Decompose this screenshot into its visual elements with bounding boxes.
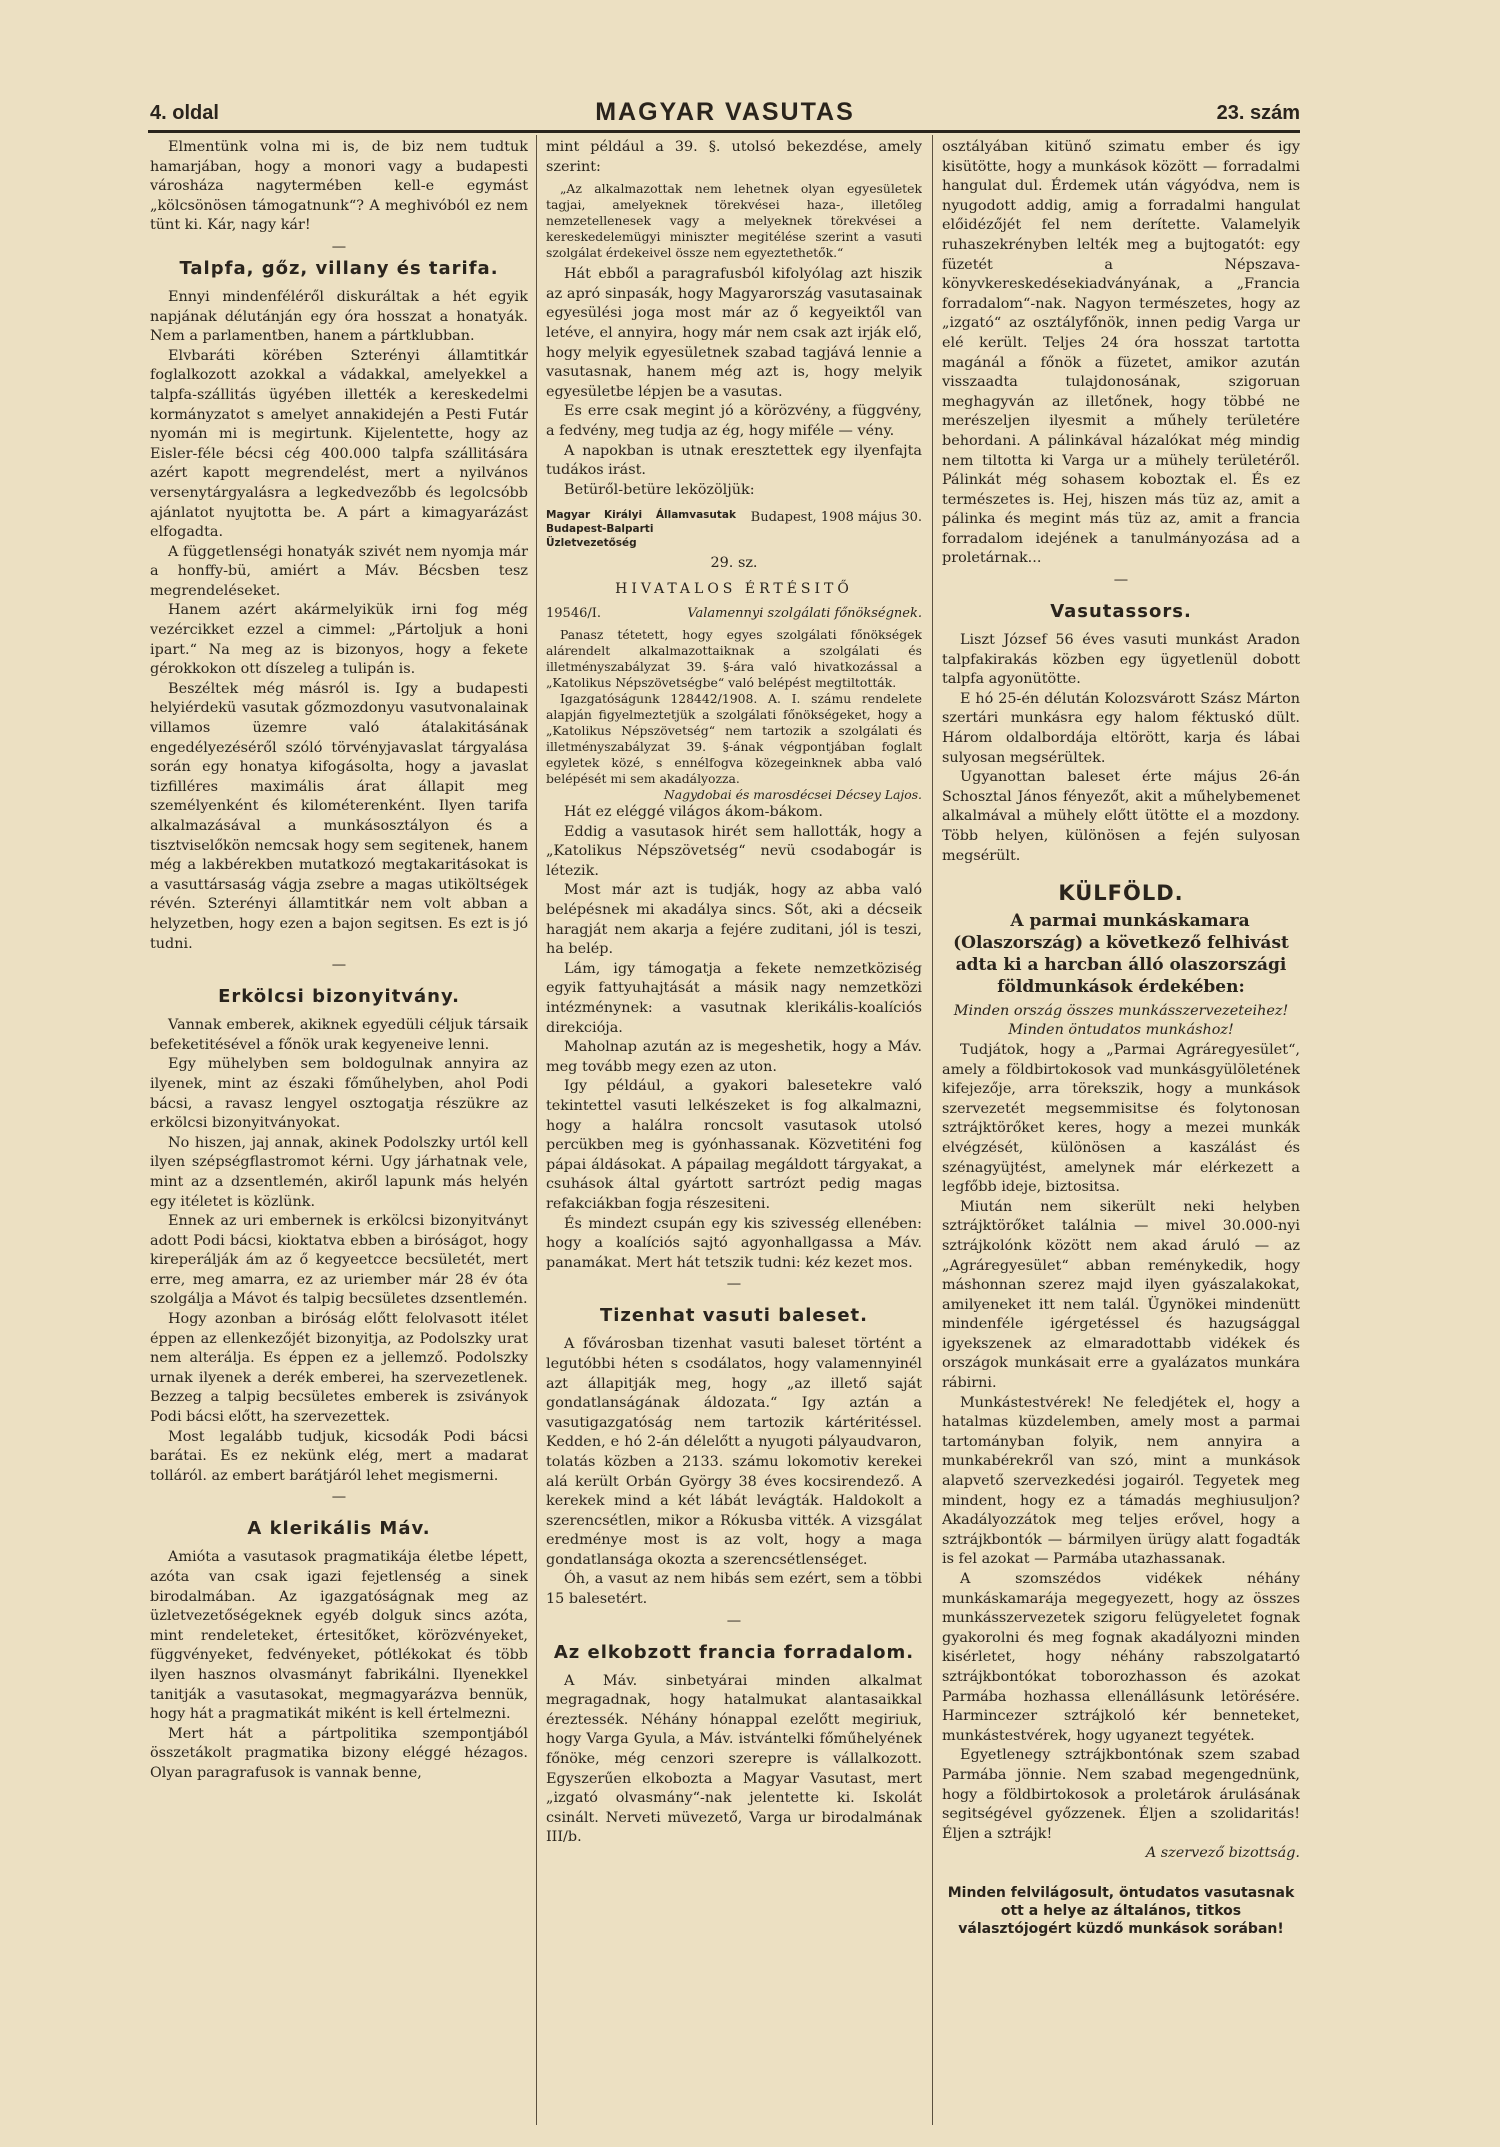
paragraph: A napokban is utnak eresztettek egy ilyenfajta tudákos irást. [546,442,922,479]
paragraph: E hó 25-én délután Kolozsvárott Szász Márton szertári munkásra egy halom féktuskó dült. Három oldalbordája eltörött, karja és lábai sulyosan megsérültek. [942,690,1300,766]
column-1 [150,138,528,2133]
paragraph: Hát ez eléggé világos ákom-bákom. [564,804,823,821]
notice-ref: 19546/I. [546,605,602,621]
paragraph: A fővárosban tizenhat vasuti baleset történt a legutóbbi héten s csodálatos, hogy valamennyinél azt állapitják meg, hogy „az illető saját gondatlanságának áldozata.“ Igy aztán a vasutigazgatóság nem tartozik kártéritéssel. Kedden, e hó 2-án délelőtt a nyugoti pályaudvaron, tolatás közben a 2133. számu lokomotiv kerekei alá került Orbán György 38 éves kocsirendező. A kerekek mind a két lábát levágták. Haldokolt a szerencsétlen, mikor a Rókusba vitték. A vizsgálat eredménye most is az volt, hogy a maga gondatlansága okozta a szerencsétlenséget. [546,1336,922,1568]
article-headline: A parmai munkáskamara (Olaszország) a következő felhivást adta ki a harcban álló olaszországi földmunkások érdekében: [953,910,1289,997]
motto: Minden öntudatos munkáshoz! [1008,1022,1234,1039]
issue-number: 23. szám [1216,102,1300,124]
notice-paragraph: Igazgatóságunk 128442/1908. A. I. számu rendelete alapján figyelmeztetjük a szolgálati főnökségeket, hogy a „Katolikus Népszövetség“ nem tartozik a szolgálati és illetményszabályzat 39. §-ának végpontjában foglalt egyletek közé, s ennélfogva közegeinknek abba való belépését mi sem akadályozza. [546,691,922,787]
paragraph: Elvbaráti körében Szterényi államtitkár foglalkozott azokkal a vádakkal, amelyekkel a talpfa-szállitás ügyében illették a kereskedelmi kormányzatot s amelyet annakidején a Pesti Futár nyomán mi is megirtunk. Kijelentette, hogy az Eisler-féle bécsi cég 400.000 talpfa szállitására azért kapott megrendelést, mert a nyilvános versenytárgyalásra a legkedvezőbb és legolcsóbb ajánlatot nyujtotta be. A párt a kimagyarázást elfogadta. [150,347,528,541]
paragraph: No hiszen, jaj annak, akinek Podolszky urtól kell ilyen szépségflastromot kérni. Ugy járhatnak vele, mint az a dzsentlemén, akiről lapunk más helyén egy itéletet is közlünk. [150,1134,528,1210]
paragraph: A Máv. sinbetyárai minden alkalmat megragadnak, hogy hatalmukat alantasaikkal éreztessék. Néhány hónappal ezelőtt megiriuk, hogy Varga Gyula, a Máv. istvántelki főműhelyének főnöke, még cenzori szerepre is vállalkozott. Egyszerűen elkobozta a Magyar Vasutast, mert „izgató olvasmány“-nak jelentette ki. Iskolát csinált. Nerveti müvezető, Varga ur birodalmának III/b. [546,1672,922,1846]
paragraph: Ennyi mindenféléről diskuráltak a hét egyik napjának délutánján egy óra hosszat a honatyák. Nem a parlamentben, hanem a pártklubban. [150,288,528,345]
separator: — [1113,572,1129,589]
paragraph: Egy mühelyben sem boldogulnak annyira az ilyenek, mint az északi főműhelyben, ahol Podi bácsi, a ravasz lengyel osztogatja részükre az erkölcsi bizonyitványokat. [150,1056,528,1132]
separator: — [331,1489,347,1506]
paragraph: Maholnap azután az is megeshetik, hogy a Máv. meg tovább megy ezen az uton. [546,1039,922,1075]
paragraph: osztályában kitünő szimatu ember és igy kisütötte, hogy a munkások között — forradalmi hangulat dul. Érdemek után vágyódva, nem is nyugodott addig, amig a forradalmi hangulat előidézőjét fel nem derítette. Valamelyik ruhaszekrényben lelték meg a bujtogatót: egy füzetét a Népszava-könyvkereskedésekiadványának, a „Francia forradalom“-nak. Nagyon természetes, hogy az „izgató“ az osztályfőnök, innen pedig Varga ur elé került. Teljes 24 óra hosszat tartotta magánál a főnök a füzetet, amikor azután visszaadta tulajdonosának, szigoruan meghagyván az illetőnek, hogy többé ne merészeljen ilyesmit a műhely területére behordani. A pálinkával házalókat még mindig nem tiltotta ki Varga ur a mühely területéről. Pálinkát még sohasem koboztak el. És ez természetes is. Hej, hiszen más tüz az, amit a pálinka és megint más tüz az, amit a francia forradalom idejének a tanulmányozása ad a proletárnak... [942,139,1300,567]
quoted-rule: „Az alkalmazottak nem lehetnek olyan egyesületek tagjai, amelyeknek törekvései haza-, illetőleg nemzetellenesek vagy a melyeknek törekvései a kereskedelemügyi miniszter megitélése szerint a vasuti szolgálat érdekeivel össze nem egyeztethetők.“ [546,181,922,261]
section-title: A klerikális Máv. [247,1518,431,1540]
section-title: Tizenhat vasuti baleset. [599,1305,868,1327]
paragraph: Most már azt is tudják, hogy az abba való belépésnek mi akadálya sincs. Sőt, aki a décseik haragját nem akarja a fejére zuditani, jól is teszi, ha belép. [546,882,922,958]
paragraph: Hát ebből a paragrafusból kifolyólag azt hiszik az apró sinpasák, hogy Magyarország vasutasainak egyesülési joga most már az ő kegyeiktől van letéve, el annyira, hogy már nem csak azt irják elő, hogy melyik egyesületnek szabad tagjává lennie a vasutasnak, hanem még azt is, hogy melyik egyesületbe lépjen be a vasutas. [546,266,922,400]
memo-header [546,508,922,550]
paragraph: Ennek az uri embernek is erkölcsi bizonyitványt adott Podi bácsi, kioktatva ebben a biróságot, hogy kireperálják ám az ő kegyeetcce becsületét, mert erre, meg amarra, ez az uriember már 28 év óta szolgálja a Mávot és talpig becsületes dzsentlemén. [150,1213,528,1308]
paragraph: Óh, a vasut az nem hibás sem ezért, sem a többi 15 balesetért. [546,1571,922,1608]
notice-ref-line [546,604,922,624]
paragraph: Miután nem sikerült neki helyben sztrájktörőket találnia — mivel 30.000-nyi sztrájkolónk között nem akad áruló — az „Agráregyesület“ abban reménykedik, hogy máshonnan szerez majd ilyen gyászalakokat, amilyeneket itt nem talál. Ügynökei mindenütt mindenféle igérgetéssel és hazugsággal igyekszenek az elmaradottabb vidékek és országok munkásait erre a gyalázatos munkára rábirni. [942,1198,1300,1392]
column-divider-1 [536,135,537,2125]
masthead-title: MAGYAR VASUTAS [595,98,855,126]
paragraph: Mert hát a pártpolitika szempontjából összetákolt pragmatika bizony eléggé hézagos. Olyan paragrafusok is vannak benne, [150,1725,528,1781]
paragraph: Es erre csak megint jó a körözvény, a függvény, a fedvény, meg tudja az ég, hogy miféle — vény. [546,403,922,439]
paragraph: Eddig a vasutasok hirét sem hallották, hogy a „Katolikus Népszövetség“ nevü csodabogár is létezik. [546,823,922,879]
notice-recipient: Valamennyi szolgálati főnökségnek. [687,605,922,621]
separator: — [726,1612,742,1629]
paragraph: mint például a 39. §. utolsó bekezdése, amely szerint: [546,139,922,175]
section-title: Talpfa, gőz, villany és tarifa. [179,257,499,279]
section-title: Az elkobzott francia forradalom. [553,1641,915,1663]
paragraph: Ugyanottan baleset érte május 26-án Schosztal János fényezőt, akit a műhelybemenet alkalmával a mühely előtt ütötte el a mozdony. Több helyen, különösen a fején sulyosan megsérült. [942,769,1300,864]
closing-appeal: Minden felvilágosult, öntudatos vasutasnak ott a helye az általános, titkos választójogért küzdő munkások sorában! [947,1884,1295,1937]
section-title: Erkölcsi bizonyitvány. [218,986,460,1008]
paragraph: Beszéltek még másról is. Igy a budapesti helyiérdekü vasutak gőzmozdonyu vasutvonalainak villamos üzemre való átalakitásának engedélyezéséről szóló törvényjavaslat tárgyalása során egy honatya kifogásolta, hogy a javaslat tizfilléres maximális árat állapit meg személyenként és kilométerenként. Ilyen tarifa alkalmazásával a munkásosztályon és a tisztviselőkön nemcsak hogy sem segitenek, hanem még a lakbérekben mutatkozó megtakaritásokat is a vasuttársaság vágja zsebre a magas utiköltségek révén. Szterényi államtitkár nem volt abban a helyzetben, hogy ezen a bajon segitsen. Es ezt is jó tudni. [150,680,528,952]
paragraph: A függetlenségi honatyák szivét nem nyomja már a honffy-bü, amiért a Máv. Bécsben tesz megrendeléseket. [150,543,528,599]
section-title: Vasutassors. [1050,601,1192,623]
paragraph: Elmentünk volna mi is, de biz nem tudtuk hamarjában, hogy a monori vagy a budapesti városháza nagytermében kell-e egymást „kölcsönösen támogatnunk“? A meghivóból ez nem tünt ki. Kár, nagy kár! [150,139,528,234]
memo-date: Budapest, 1908 május 30. [750,510,922,526]
page-header [150,98,1300,132]
paragraph: És mindezt csupán egy kis szivesség ellenében: hogy a koalíciós sajtó agyonhallgassa a Máv. panamákat. Mert hát tetszik tudni: kéz kezet mos. [546,1215,922,1271]
section-label-foreign: KÜLFÖLD. [1058,881,1184,906]
memo-number: 29. sz. [710,555,758,572]
page-number: 4. oldal [150,102,219,124]
motto: Minden ország összes munkásszervezeteihez! [953,1002,1289,1019]
paragraph: Liszt József 56 éves vasuti munkást Aradon talpfakirakás közben egy ügyetlenül dobott talpfa agyonütötte. [942,632,1300,688]
notice-signature: Nagydobai és marosdécsei Décsey Lajos. [663,787,922,803]
separator: — [331,957,347,974]
separator: — [726,1276,742,1293]
paragraph: A szomszédos vidékek néhány munkáskamarája megegyezett, hogy az összes munkásszervezetek szigoru felügyeletet fognak gyakorolni és meg fognak akadályozni minden kisérletet, hogy néhány rabszolgatartó sztrájkbontókat toborozhasson és azokat Parmába hozhassa ellenállásunk letörésére. Harmincezer sztrájkoló kér benneteket, munkástestvérek, hogy ugyanezt tegyétek. [942,1571,1300,1744]
article-signature: A szervező bizottság. [1145,1845,1300,1862]
column-2 [546,138,922,2133]
column-divider-2 [932,135,933,2125]
paragraph: Egyetlenegy sztrájkbontónak szem szabad Parmába jönnie. Nem szabad megengednünk, hogy a földbirtokosok a proletárok árulásának segitségével győzzenek. Éljen a szolidaritás! Éljen a sztrájk! [942,1747,1300,1842]
paragraph: Betüről-betüre leközöljük: [564,481,755,498]
column-3 [942,138,1300,2133]
separator: — [331,238,347,255]
paragraph: Hanem azért akármelyikük irni fog még vezércikket ezzel a cimmel: „Pártoljuk a honi ipart.“ Na meg az is bizonyos, hogy a fekete gérokkokon ott díszeleg a tulipán is. [150,602,528,678]
paragraph: Igy például, a gyakori balesetekre való tekintettel vasuti lelkészeket is fog alkalmazni, hogy a halálra roncsolt vasutasok utolsó percükben meg is gyónhassanak. Közvetiténi fog pápai áldásokat. A pápailag megáldott tárgyakat, a csuhások által gyártott sartrózt pedig magas refakciákban fogja részesiteni. [546,1078,922,1212]
paragraph: Most legalább tudjuk, kicsodák Podi bácsi barátai. Es ez nekünk elég, mert a madarat tolláról. az embert barátjáról lehet megismerni. [150,1428,528,1484]
paragraph: Lám, igy támogatja a fekete nemzetköziség egyik fattyuhajtását a másik nagy nemzetközi intézménynek: a vasutnak klerikális-koalíciós direkciója. [546,960,922,1036]
paragraph: Amióta a vasutasok pragmatikája életbe lépett, azóta van csak igazi fejetlenség a sinek birodalmában. Az igazgatóságnak meg az üzletvezetőségeknek egyéb dolguk sincs azóta, mint rendeleteket, értesitőket, körözvényeket, függvényeket, fedvényeket, pótlékokat és több ilyen hasznos olvasmányt fabrikálni. Ilyenekkel tanitják a vasutasokat, megmagyarázva bennük, hogy hát a pragmatikát miként is kell értelmezni. [150,1549,528,1723]
paragraph: Munkástestvérek! Ne feledjétek el, hogy a hatalmas küzdelemben, amely most a parmai tartományban folyik, nem annyira a munkabérekről van szó, mint a munkások alapvető szervezkedési jogairól. Tegyetek meg mindent, hogy ez a támadás meghiusuljon? Akadályozzátok meg teljes erővel, hogy a sztrájkbontók — bármilyen ürügy alatt fogadták is fel azokat — Parmába utazhassanak. [942,1394,1300,1568]
memo-issuer: Magyar Királyi Államvasutak Budapest-Balparti Üzletvezetőség [546,509,736,550]
paragraph: Vannak emberek, akiknek egyedüli céljuk társaik befeketitésével a főnök urak kegyeneive lenni. [150,1017,528,1053]
notice-paragraph: Panasz tétetett, hogy egyes szolgálati főnökségek alárendelt alkalmazottaiknak a szolgálati és illetményszabályzat 39. §-ára való hivatkozással a „Katolikus Népszövetségbe“ való belépést megtiltották. [546,627,922,691]
notice-title: HIVATALOS ÉRTÉSITŐ [615,580,853,597]
paragraph: Tudjátok, hogy a „Parmai Agráregyesület“, amely a földbirtokosok vad munkásgyülöletének kifejezője, arra törekszik, hogy a munkások szervezetét megsemmisitse és folytonosan sztrájktörőket keres, hogy a mezei munkák elvégzését, különösen a kaszálást és szénagyüjtést, amelynek már elérkezett a legfőbb ideje, biztositsa. [942,1041,1300,1196]
paragraph: Hogy azonban a biróság előtt felolvasott itélet éppen az ellenkezőjét bizonyitja, az Podolszky urat nem alterálja. Es éppen ez a jellemző. Podolszky urnak ilyenek a derék emberei, ha szervezetlenek. Bezzeg a talpig becsületes emberek is zsiványok Podi bácsi előtt, ha szervezettek. [150,1311,528,1426]
header-rule [148,130,1300,133]
